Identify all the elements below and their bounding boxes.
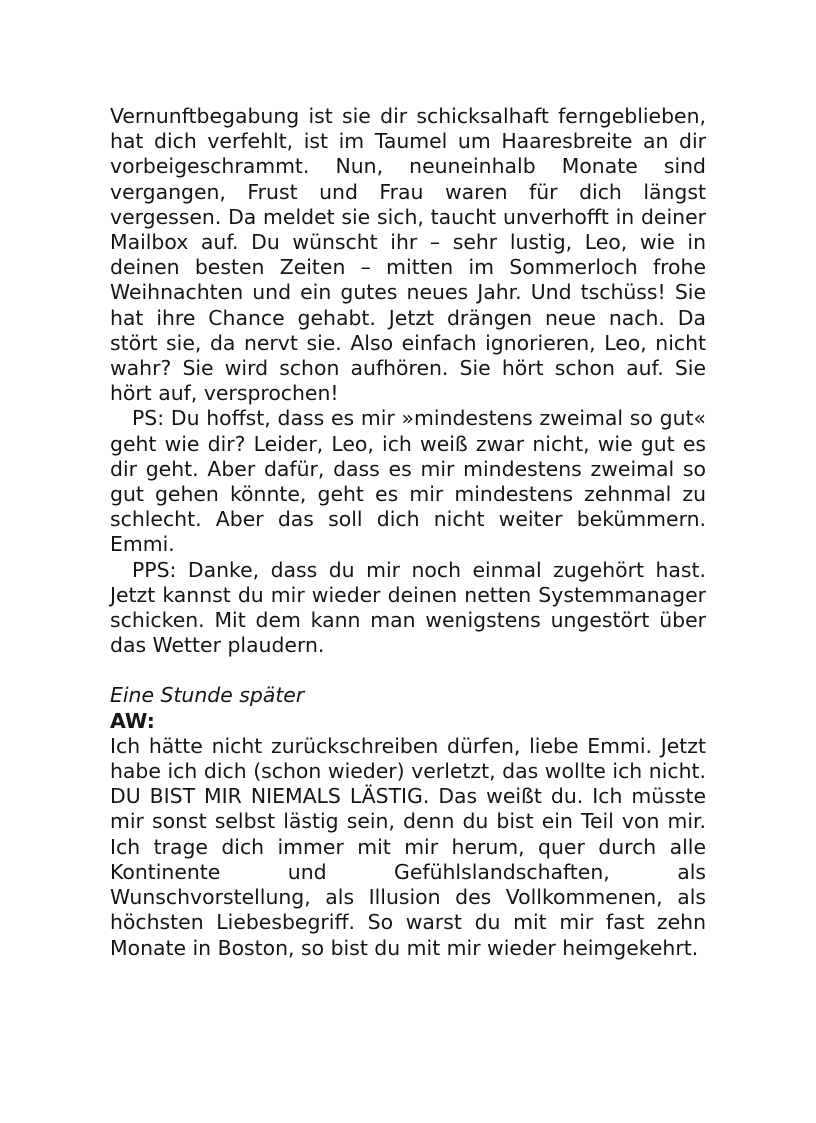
paragraph-ps: PS: Du hoffst, dass es mir »mindestens zweimal so gut« geht wie dir? Leider, Leo, ich weiß zwar nicht, wie gut es dir geht. Aber dafür, dass es mir mindestens zweimal so gut gehen könnte, geht es mir mindestens zehnmal zu schlecht. Aber das soll dich nicht weiter bekümmern. Emmi. xyxy=(110,406,706,557)
speaker-label: AW: xyxy=(110,708,155,733)
time-heading: Eine Stunde später xyxy=(110,683,305,708)
page-body xyxy=(110,104,706,961)
paragraph-aw: Ich hätte nicht zurückschreiben dürfen, liebe Emmi. Jetzt habe ich dich (schon wieder) verletzt, das wollte ich nicht. DU BIST MIR NIEMALS LÄSTIG. Das weißt du. Ich müsste mir sonst selbst lästig sein, denn du bist ein Teil von mir. Ich trage dich immer mit mir herum, quer durch alle Kontinente und Gefühlslandschaften, als Wunschvorstellung, als Illusion des Vollkommenen, als höchsten Liebesbegriff. So warst du mit mir fast zehn Monate in Boston, so bist du mit mir wieder heimgekehrt. xyxy=(110,733,706,960)
paragraph-pps: PPS: Danke, dass du mir noch einmal zugehört hast. Jetzt kannst du mir wieder deinen netten Systemmanager schicken. Mit dem kann man wenigstens ungestört über das Wetter plaudern. xyxy=(110,557,706,658)
paragraph-continuation: Vernunftbegabung ist sie dir schicksalhaft ferngeblieben, hat dich verfehlt, ist im Taumel um Haaresbreite an dir vorbeigeschrammt. Nun, neuneinhalb Monate sind vergangen, Frust und Frau waren für dich längst vergessen. Da meldet sie sich, taucht unverhofft in deiner Mailbox auf. Du wünscht ihr – sehr lustig, Leo, wie in deinen besten Zeiten – mitten im Sommerloch frohe Weihnachten und ein gutes neues Jahr. Und tschüss! Sie hat ihre Chance gehabt. Jetzt drängen neue nach. Da stört sie, da nervt sie. Also einfach ignorieren, Leo, nicht wahr? Sie wird schon aufhören. Sie hört schon auf. Sie hört auf, versprochen! xyxy=(110,104,706,406)
section-gap xyxy=(110,658,706,683)
